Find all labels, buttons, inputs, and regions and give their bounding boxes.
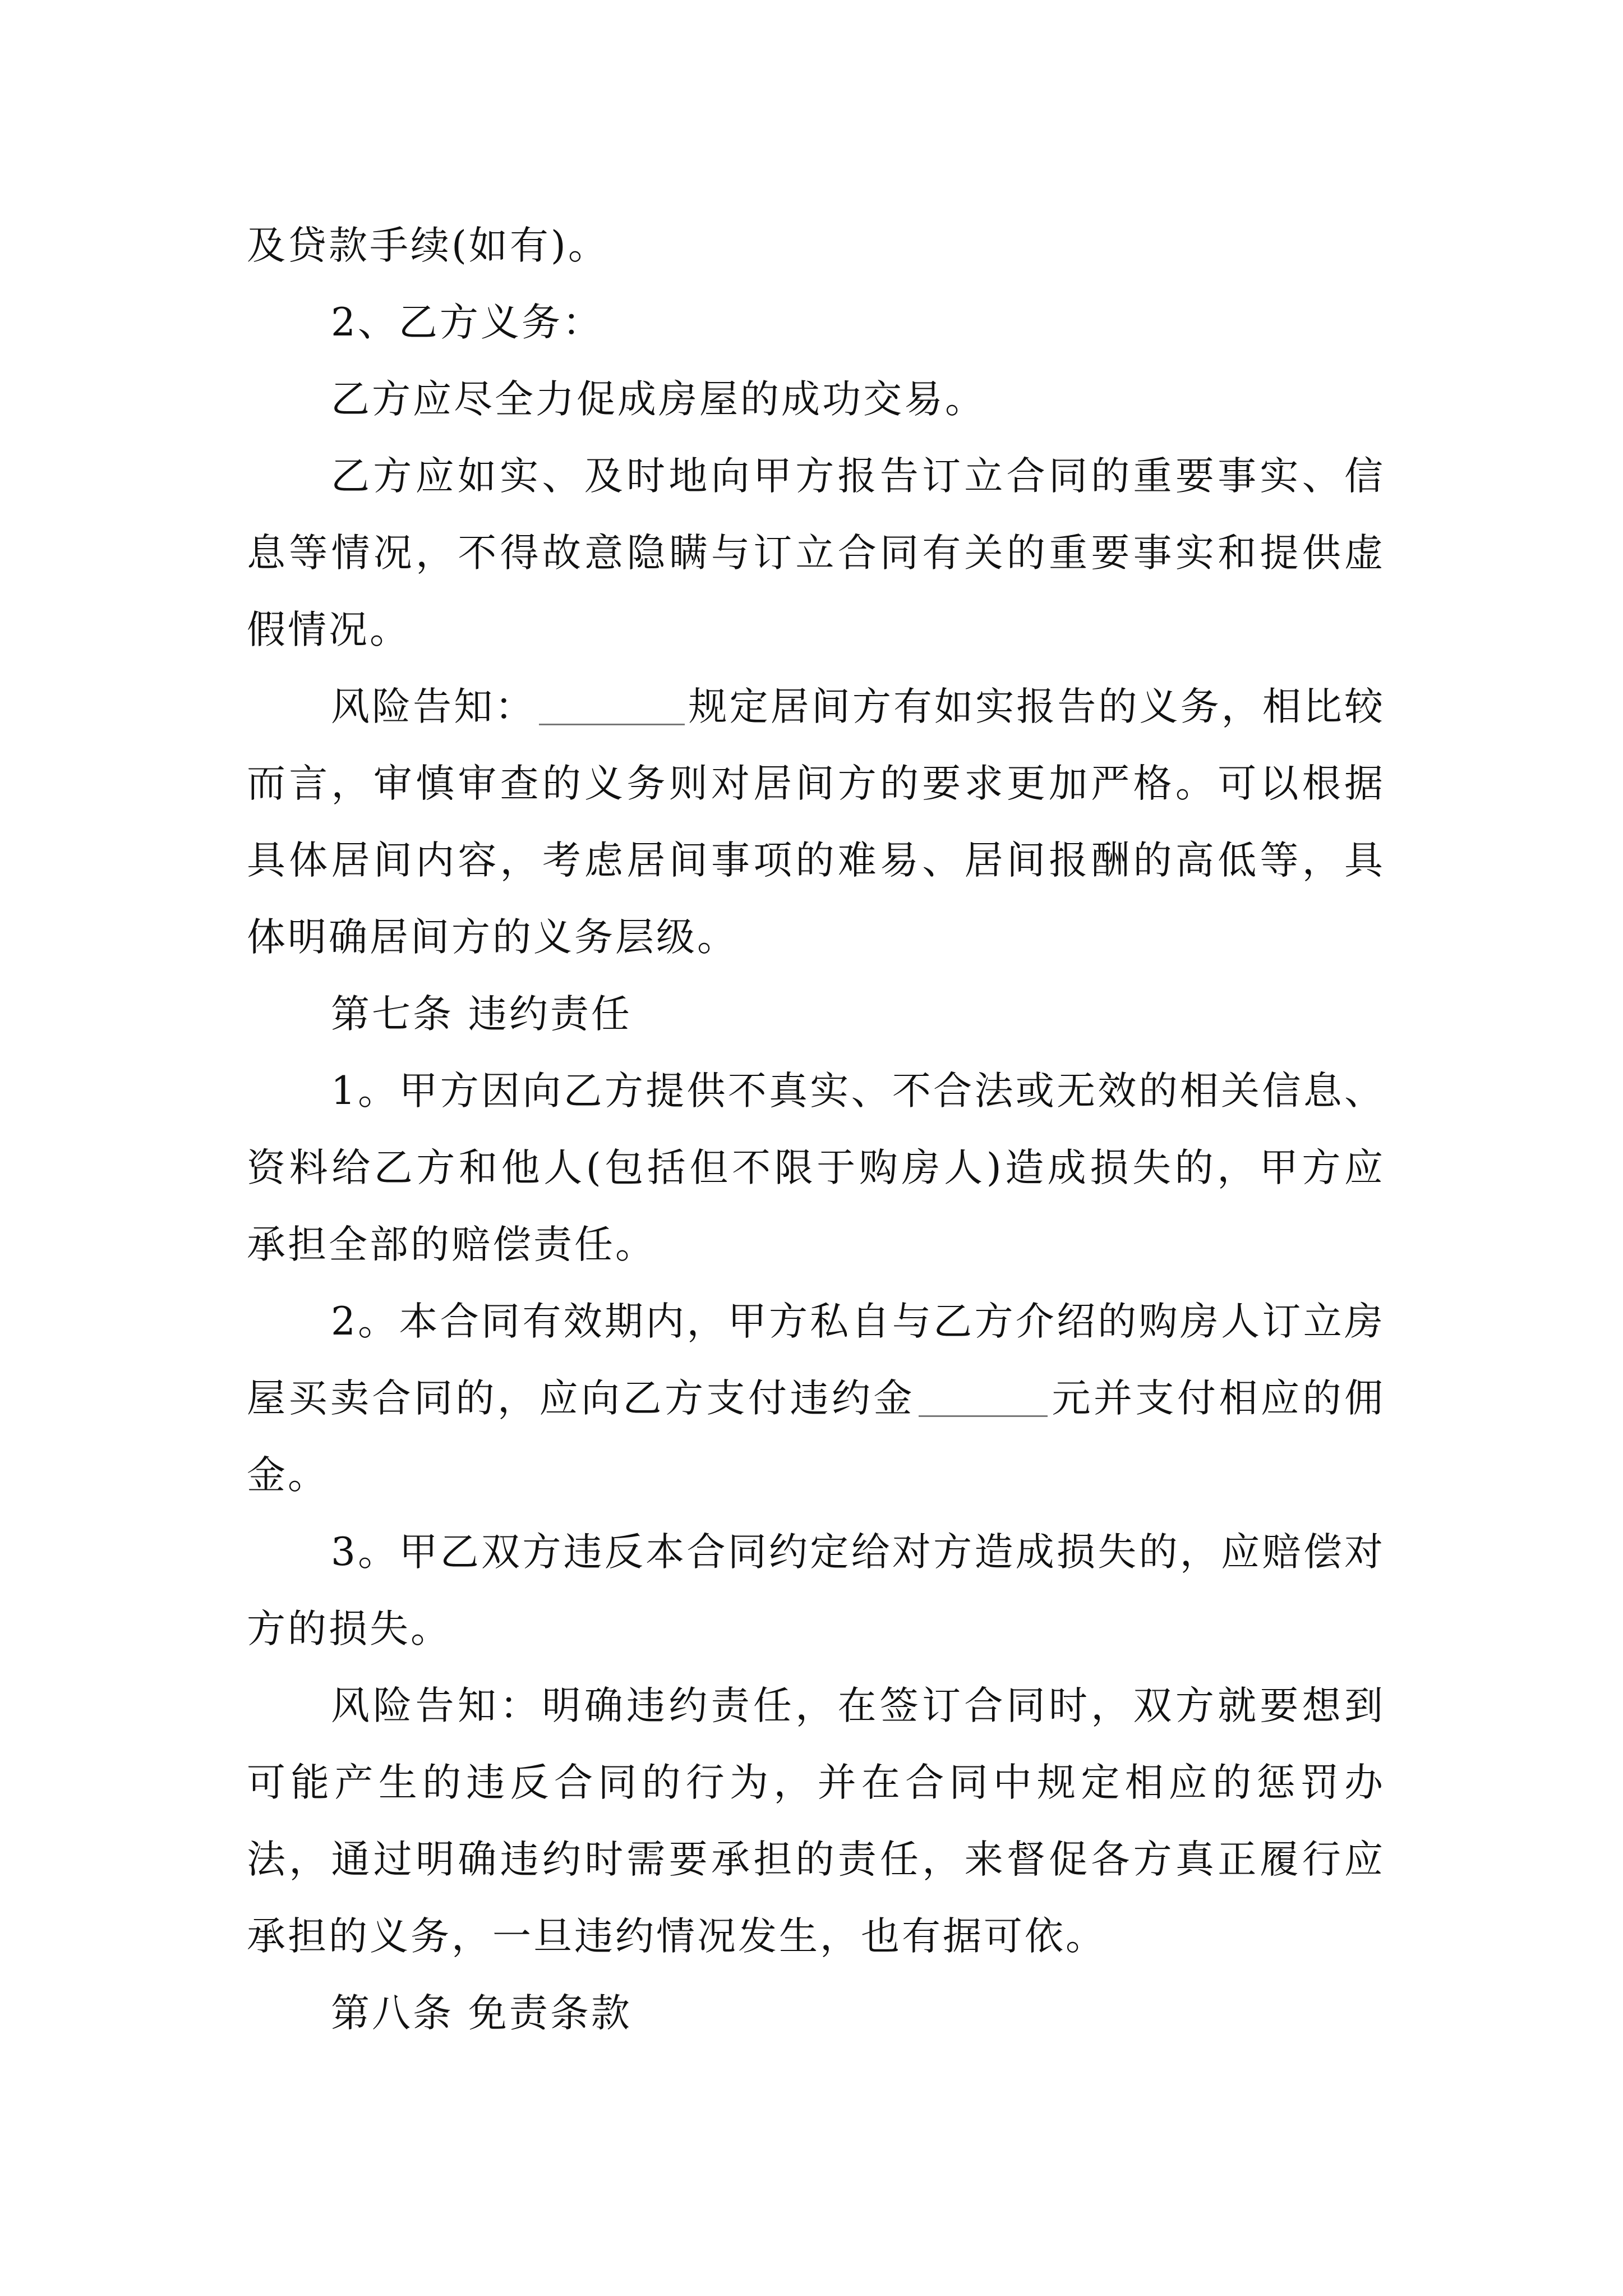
paragraph-breach-clause-3	[247, 1514, 1385, 1668]
paragraph-text: 第七条 违约责任	[331, 992, 632, 1037]
document-body	[247, 208, 1385, 2052]
paragraph-text: 乙方应尽全力促成房屋的成功交易。	[331, 377, 986, 422]
paragraph-text-before-blank: 2。本合同有效期内，甲方私自与乙方介绍的购房人订立房屋买卖合同的，应向乙方支付违约金	[247, 1299, 1385, 1421]
paragraph-text: 及贷款手续(如有)。	[247, 223, 609, 268]
paragraph-risk-notice-breach	[247, 1668, 1385, 1975]
paragraph-breach-clause-2	[247, 1283, 1385, 1514]
paragraph-text: 1。甲方因向乙方提供不真实、不合法或无效的相关信息、资料给乙方和他人(包括但不限于购房人)造成损失的，甲方应承担全部的赔偿责任。	[247, 1069, 1385, 1267]
paragraph-text-after-blank: 元并支付相应的佣金。	[247, 1376, 1385, 1498]
paragraph-text-after-blank: 规定居间方有如实报告的义务，相比较而言，审慎审查的义务则对居间方的要求更加严格。可以根据具体居间内容，考虑居间事项的难易、居间报酬的高低等，具体明确居间方的义务层级。	[247, 684, 1386, 960]
paragraph-party-b-best-effort	[247, 361, 1385, 438]
paragraph-risk-notice-reporting	[247, 669, 1385, 976]
paragraph-text: 乙方应如实、及时地向甲方报告订立合同的重要事实、信息等情况，不得故意隐瞒与订立合同有关的重要事实和提供虚假情况。	[247, 454, 1385, 652]
section-heading-article-7	[247, 976, 1385, 1053]
paragraph-party-b-truthful-report	[247, 438, 1385, 669]
fill-in-blank-law-name[interactable]	[539, 685, 685, 725]
paragraph-text: 3。甲乙双方违反本合同约定给对方造成损失的，应赔偿对方的损失。	[247, 1530, 1385, 1651]
fill-in-blank-penalty-amount[interactable]	[919, 1377, 1048, 1417]
paragraph-party-b-obligations-heading	[247, 284, 1385, 361]
paragraph-text-before-blank: 风险告知：	[331, 684, 536, 729]
section-heading-article-8	[247, 1975, 1385, 2052]
paragraph-loan-procedures	[247, 208, 1385, 284]
paragraph-text: 风险告知：明确违约责任，在签订合同时，双方就要想到可能产生的违反合同的行为，并在合同中规定相应的惩罚办法，通过明确违约时需要承担的责任，来督促各方真正履行应承担的义务，一旦违约情况发生，也有据可依。	[247, 1683, 1385, 1959]
paragraph-text: 第八条 免责条款	[331, 1991, 632, 2036]
paragraph-text: 2、乙方义务：	[331, 300, 603, 345]
paragraph-breach-clause-1	[247, 1053, 1385, 1283]
